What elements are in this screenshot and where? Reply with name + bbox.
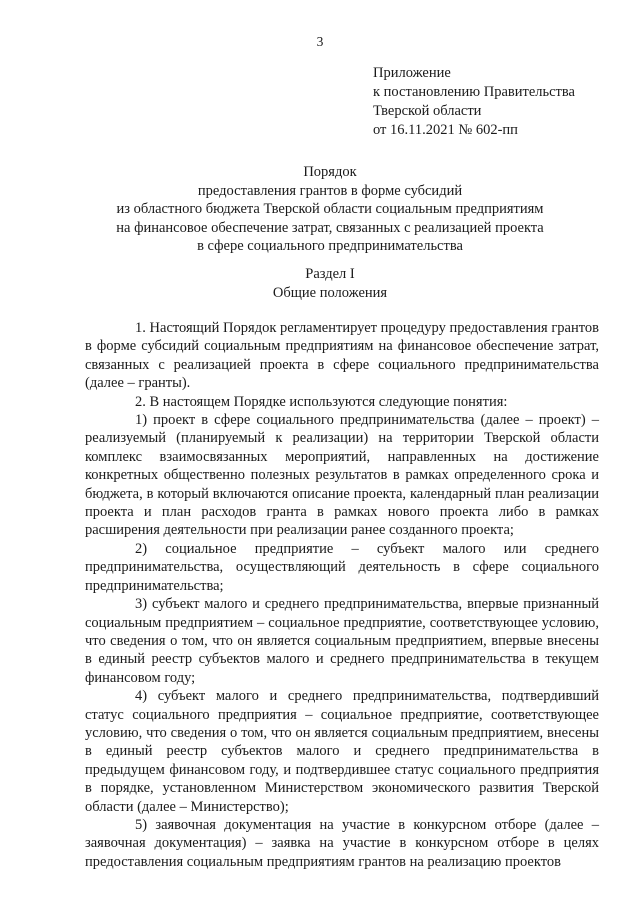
- title-line: в сфере социального предпринимательства: [197, 238, 463, 254]
- appendix-line: Приложение: [373, 65, 451, 81]
- paragraph: 3) субъект малого и среднего предпринимательства, впервые признанный социальным предприятием – социальное предприятие, соответствующее условию, что сведения о том, что он является социальным предприятием, впервые внесены в единый реестр субъектов малого и среднего предпринимательства в текущем финансовом году;: [85, 596, 599, 686]
- paragraph: 4) субъект малого и среднего предпринимательства, подтвердивший статус социального предприятия – социальное предприятие, соответствующее условию, что сведения о том, что он является социальным предприятием, внесены в единый реестр субъектов малого и среднего предпринимательства в предыдущем финансовом году, и подтвердившее статус социального предприятия в порядке, установленном Министерством экономического развития Тверской области (далее – Министерство);: [85, 688, 599, 815]
- appendix-line: к постановлению Правительства: [373, 84, 575, 100]
- appendix-block: [373, 64, 575, 140]
- paragraph: 2. В настоящем Порядке используются следующие понятия:: [135, 393, 508, 410]
- paragraph: 5) заявочная документация на участие в конкурсном отборе (далее – заявочная документация) – заявка на участие в конкурсном отборе в целях предоставления социальным предприятиям грантов на реализацию проектов: [85, 816, 599, 870]
- title-line: на финансовое обеспечение затрат, связанных с реализацией проекта: [116, 219, 544, 236]
- paragraph: 1. Настоящий Порядок регламентирует процедуру предоставления грантов в форме субсидий социальным предприятиям на финансовое обеспечение затрат, связанных с реализацией проекта в сфере социального предпринимательства (далее – гранты).: [85, 320, 599, 392]
- appendix-date-number: от 16.11.2021 № 602-пп: [373, 122, 518, 138]
- section-heading: [60, 265, 600, 303]
- section-name: Общие положения: [272, 285, 388, 301]
- section-number: Раздел I: [305, 266, 355, 282]
- document-title: [60, 163, 600, 256]
- appendix-line: Тверской области: [373, 103, 482, 119]
- page-number: 3: [316, 34, 324, 49]
- title-line: предоставления грантов в форме субсидий: [197, 182, 463, 199]
- title-heading: Порядок: [303, 164, 357, 180]
- body-text: [85, 319, 599, 871]
- paragraph: 1) проект в сфере социального предпринимательства (далее – проект) – реализуемый (планируемый к реализации) на территории Тверской области комплекс взаимосвязанных мероприятий, направленных на достижение конкретных общественно полезных результатов в рамках определенного срока и бюджета, в который включаются описание проекта, календарный план реализации проекта и план расходов гранта в рамках нового проекта либо в рамках расширения деятельности при реализации ранее созданного проекта;: [85, 412, 599, 539]
- paragraph: 2) социальное предприятие – субъект малого или среднего предпринимательства, осуществляющий деятельность в сфере социального предпринимательства;: [85, 540, 599, 594]
- title-line: из областного бюджета Тверской области социальным предприятиям: [116, 201, 544, 217]
